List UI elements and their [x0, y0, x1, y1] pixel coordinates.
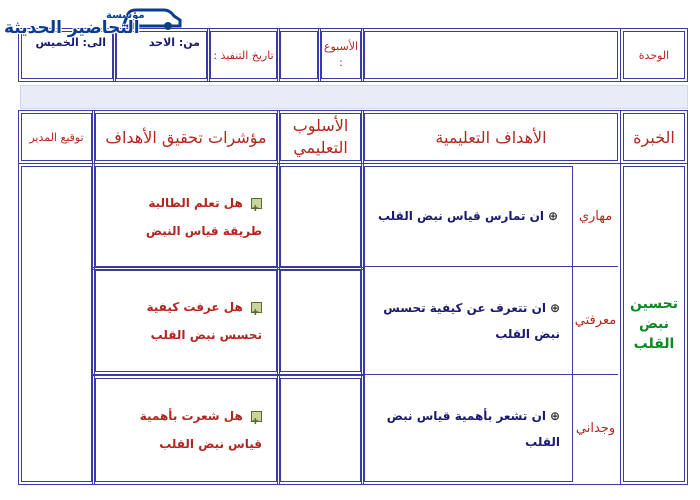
- unit-value-cell[interactable]: [364, 31, 618, 79]
- indicator-cell: [95, 378, 277, 482]
- signature-cell[interactable]: [21, 166, 92, 482]
- domain-cell: [572, 375, 618, 482]
- indicator-text: هل تعلم الطالبة طريقة قياس النبض: [145, 195, 262, 238]
- week-value-cell[interactable]: [280, 31, 318, 79]
- week-label: الأسبوع :: [323, 40, 359, 69]
- method-cell[interactable]: [280, 270, 361, 372]
- objective-cell: [364, 375, 572, 482]
- domain-cell: [572, 166, 618, 267]
- domain-label: معرفتي: [574, 313, 617, 328]
- col-signature-header: [21, 113, 92, 161]
- experience-cell: [623, 166, 685, 482]
- unit-label: الوحدة: [638, 48, 670, 62]
- check-icon: [251, 198, 262, 209]
- objective-cell: [364, 267, 572, 375]
- objective-text: ان تتعرف عن كيفية تحسس نبض القلب: [383, 300, 560, 341]
- exec-date-label-cell: [210, 31, 277, 79]
- col-experience-header: [623, 113, 685, 161]
- col-objectives-header: [364, 113, 618, 161]
- col-experience-label: الخبرة: [633, 127, 675, 147]
- to-label: الى: الخميس: [35, 36, 106, 49]
- target-icon: ⊕: [549, 300, 560, 315]
- domain-label: مهاري: [578, 208, 613, 224]
- unit-label-cell: [623, 31, 685, 79]
- target-icon: ⊕: [548, 209, 559, 223]
- from-label: من: الاحد: [148, 36, 200, 49]
- indicator-cell: [95, 270, 277, 372]
- objective-text: ان تشعر بأهمية قياس نبض القلب: [386, 408, 560, 449]
- objective-text: ان تمارس قياس نبض القلب: [377, 209, 544, 223]
- logo-main-text: التحاضير الحديثة: [4, 18, 140, 38]
- method-cell[interactable]: [280, 166, 361, 267]
- indicator-cell: [95, 166, 277, 267]
- indicator-text: هل عرفت كيفية تحسس نبض القلب: [146, 300, 262, 342]
- check-icon: [251, 302, 262, 313]
- objective-cell: [364, 166, 572, 267]
- domain-cell: [572, 267, 618, 375]
- site-logo: [0, 0, 190, 44]
- col-objectives-label: الأهداف التعليمية: [435, 127, 547, 147]
- domain-label: وجداني: [575, 421, 616, 436]
- logo-small-text: مؤسسة: [106, 10, 145, 21]
- col-method-header: [280, 113, 361, 161]
- exec-date-label: تاريخ التنفيذ :: [213, 48, 274, 62]
- target-icon: ⊕: [549, 408, 560, 423]
- method-cell[interactable]: [280, 378, 361, 482]
- col-indicators-label: مؤشرات تحقيق الأهداف: [105, 127, 267, 147]
- experience-value: تحسين نبض القلب: [630, 296, 678, 352]
- check-icon: [251, 411, 262, 422]
- col-indicators-header: [95, 113, 277, 161]
- indicator-text: هل شعرت بأهمية قياس نبض القلب: [139, 409, 262, 451]
- col-signature-label: توقيع المدير: [29, 130, 84, 144]
- separator-band: [20, 85, 688, 109]
- week-label-cell: [321, 31, 361, 79]
- col-method-label: الأسلوب التعليمي: [292, 116, 349, 157]
